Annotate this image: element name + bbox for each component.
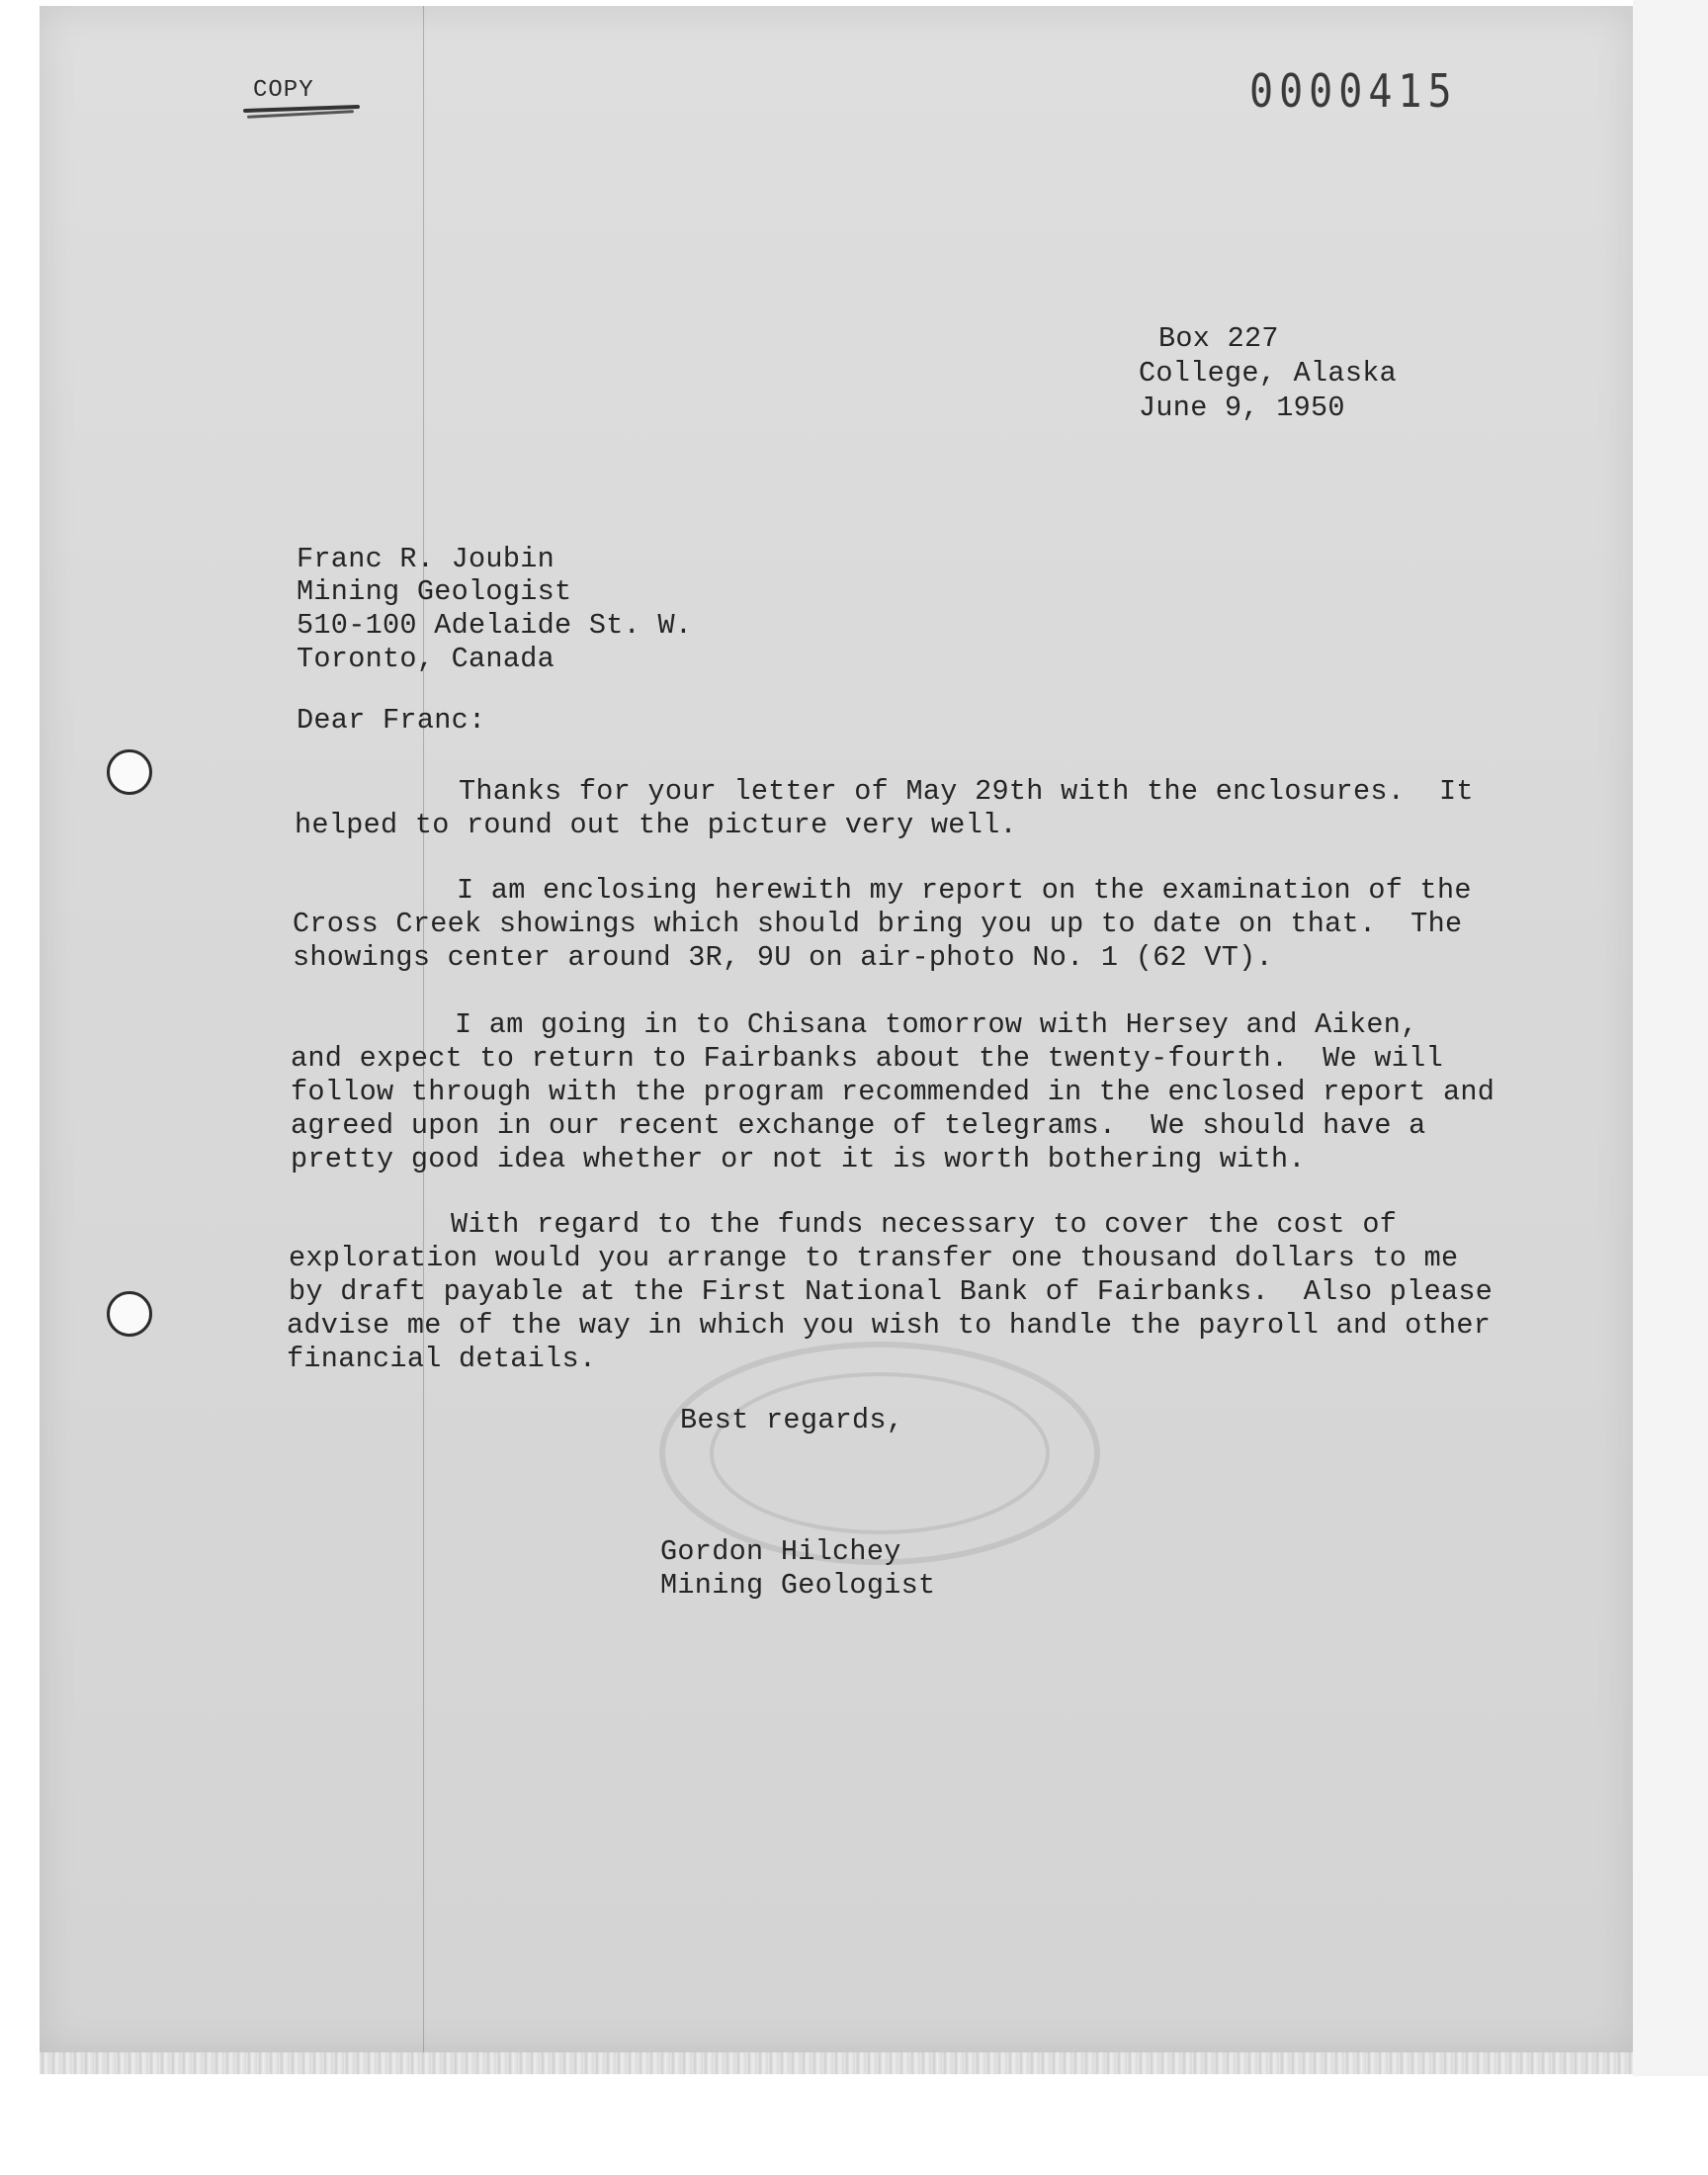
paragraph-1-line-2: helped to round out the picture very well. [295,809,1017,841]
salutation: Dear Franc: [297,704,486,737]
paragraph-4-line-5: financial details. [287,1343,597,1375]
paragraph-4-line-2: exploration would you arrange to transfer one thousand dollars to me [289,1242,1459,1274]
closing: Best regards, [680,1404,904,1436]
sender-box: Box 227 [1158,322,1279,355]
signature-title: Mining Geologist [660,1569,936,1602]
letter-date: June 9, 1950 [1139,392,1345,424]
recipient-street: 510-100 Adelaide St. W. [297,609,693,642]
paragraph-4-line-1: With regard to the funds necessary to cover the cost of [451,1208,1398,1241]
paragraph-2-line-2: Cross Creek showings which should bring you up to date on that. The [293,908,1463,940]
paragraph-2-line-3: showings center around 3R, 9U on air-photo No. 1 (62 VT). [293,941,1273,974]
paragraph-3-line-3: follow through with the program recommended in the enclosed report and [291,1076,1495,1108]
document-number: 0000415 [1249,65,1458,119]
sender-city: College, Alaska [1139,357,1398,390]
paragraph-3-line-2: and expect to return to Fairbanks about the twenty-fourth. We will [291,1042,1443,1075]
paragraph-1-line-1: Thanks for your letter of May 29th with the enclosures. It [459,775,1474,808]
signature-name: Gordon Hilchey [660,1535,901,1568]
paragraph-2-line-1: I am enclosing herewith my report on the examination of the [457,874,1472,907]
punch-hole-lower [107,1291,152,1337]
sheet-bottom-edge [40,2052,1633,2074]
paragraph-3-line-5: pretty good idea whether or not it is worth bothering with. [291,1143,1306,1175]
copy-stamp: COPY [253,77,314,104]
paragraph-3-line-4: agreed upon in our recent exchange of telegrams. We should have a [291,1109,1426,1142]
paragraph-4-line-4: advise me of the way in which you wish to handle the payroll and other [287,1309,1492,1342]
scanner-margin [1633,0,1708,2076]
paragraph-3-line-1: I am going in to Chisana tomorrow with Hersey and Aiken, [455,1008,1418,1041]
punch-hole-upper [107,749,152,795]
paragraph-4-line-3: by draft payable at the First National Bank of Fairbanks. Also please [289,1275,1494,1308]
recipient-city: Toronto, Canada [297,643,555,675]
fold-line [423,6,424,2052]
recipient-name: Franc R. Joubin [297,543,555,575]
recipient-title: Mining Geologist [297,575,572,608]
